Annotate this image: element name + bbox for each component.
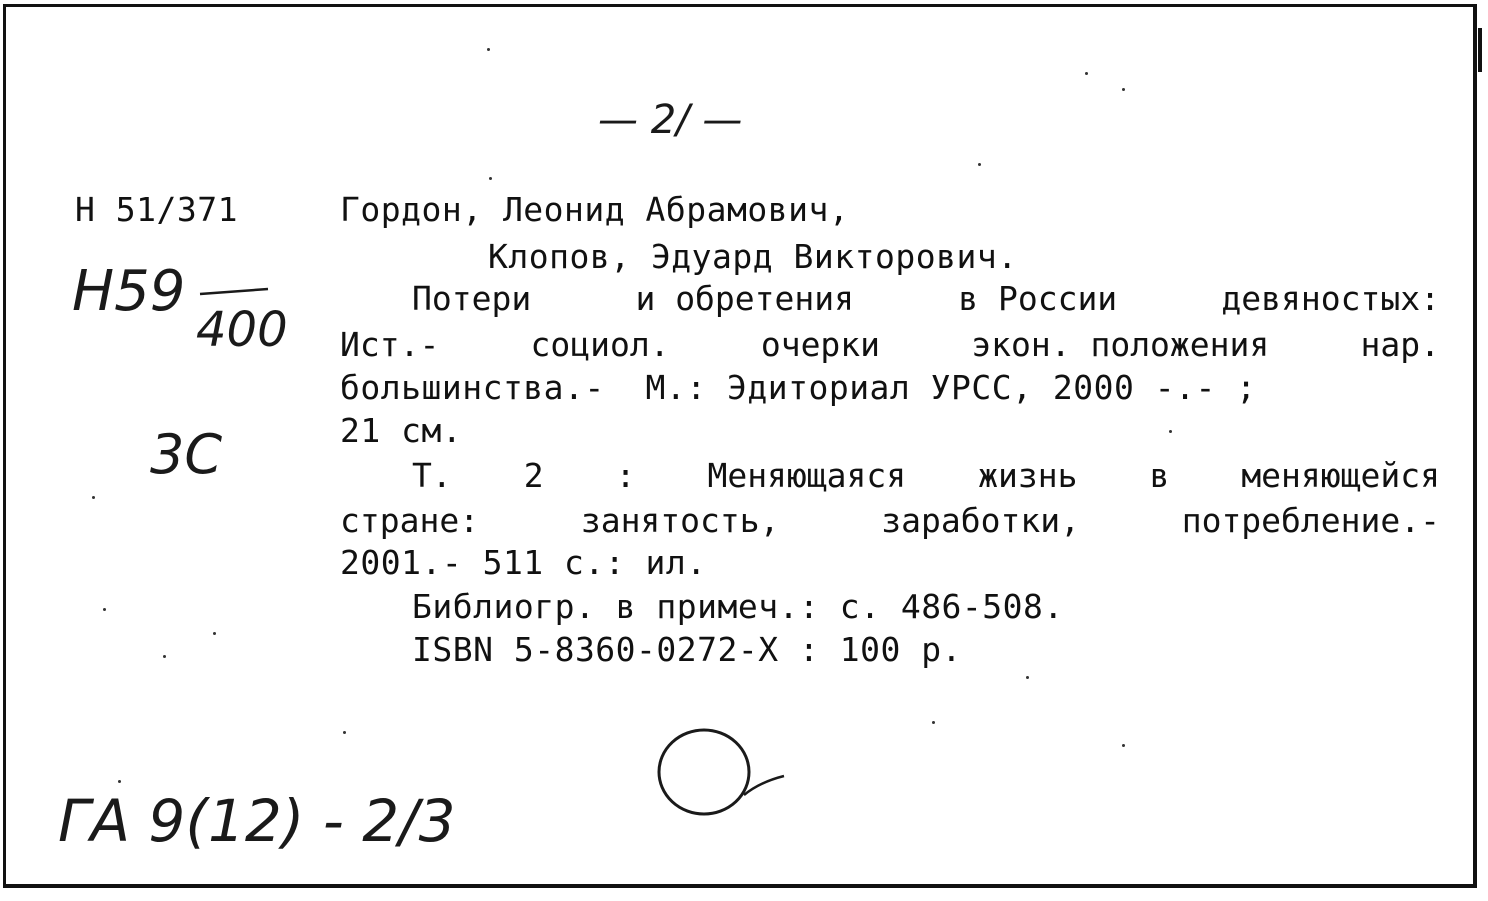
scan-speck [978, 163, 981, 166]
scan-speck [1169, 430, 1172, 433]
hand-code-num: 400 [196, 302, 288, 358]
overline-mark [200, 289, 268, 294]
word: Меняющаяся [707, 456, 907, 495]
word: Т. [412, 456, 452, 495]
scan-speck [932, 721, 935, 724]
word: Потери [412, 279, 532, 318]
isbn-line: ISBN 5-8360-0272-X : 100 р. [412, 630, 962, 669]
word: стране: [340, 501, 480, 540]
word: и обретения [635, 279, 854, 318]
word: меняющейся [1241, 456, 1440, 495]
word: занятость, [580, 501, 780, 540]
volume-line-8 [340, 501, 1440, 540]
word: потребление.- [1181, 501, 1440, 540]
word: девяностых: [1221, 279, 1440, 318]
scan-speck [92, 496, 95, 499]
word: Ист.- [340, 325, 440, 364]
shelf-code: Н 51/371 [75, 190, 238, 229]
author-line-2: Клопов, Эдуард Викторович. [488, 237, 1018, 276]
word: : [615, 456, 636, 495]
scan-speck [487, 48, 490, 51]
word: 2 [523, 456, 544, 495]
top-mark: — 2/ — [598, 97, 743, 143]
volume-line-7 [412, 456, 1440, 495]
circle-mark [659, 730, 749, 814]
circle-tail-mark [744, 776, 784, 795]
scan-speck [213, 632, 216, 635]
word: жизнь [978, 456, 1078, 495]
word: очерки [760, 325, 881, 364]
scan-speck [489, 177, 492, 180]
title-line-6: 21 см. [340, 411, 463, 450]
title-line-3 [412, 279, 1440, 318]
hand-note: 3С [150, 423, 223, 486]
scan-speck [1085, 72, 1088, 75]
scan-speck [343, 731, 346, 734]
word: в России [958, 279, 1118, 318]
word: нар. [1360, 325, 1440, 364]
author-line-1: Гордон, Леонид Абрамович, [340, 190, 850, 229]
volume-line-9: 2001.- 511 с.: ил. [340, 543, 707, 582]
scan-speck [1122, 88, 1125, 91]
title-line-5: большинства.- М.: Эдиториал УРСС, 2000 -.- ; [340, 368, 1257, 407]
title-line-4 [340, 325, 1440, 364]
scan-speck [118, 780, 121, 783]
scan-speck [163, 655, 166, 658]
hand-code-top: Н59 [72, 259, 186, 324]
word: заработки, [881, 501, 1080, 540]
scan-speck [1026, 676, 1029, 679]
word: в [1149, 456, 1170, 495]
hand-bottom-code: ГА 9(12) - 2/3 [58, 787, 456, 855]
word: социол. [530, 325, 670, 364]
word: экон. положения [971, 325, 1270, 364]
bibliography-line: Библиогр. в примеч.: с. 486-508. [412, 587, 1064, 626]
scan-speck [103, 608, 106, 611]
scan-speck [1122, 744, 1125, 747]
